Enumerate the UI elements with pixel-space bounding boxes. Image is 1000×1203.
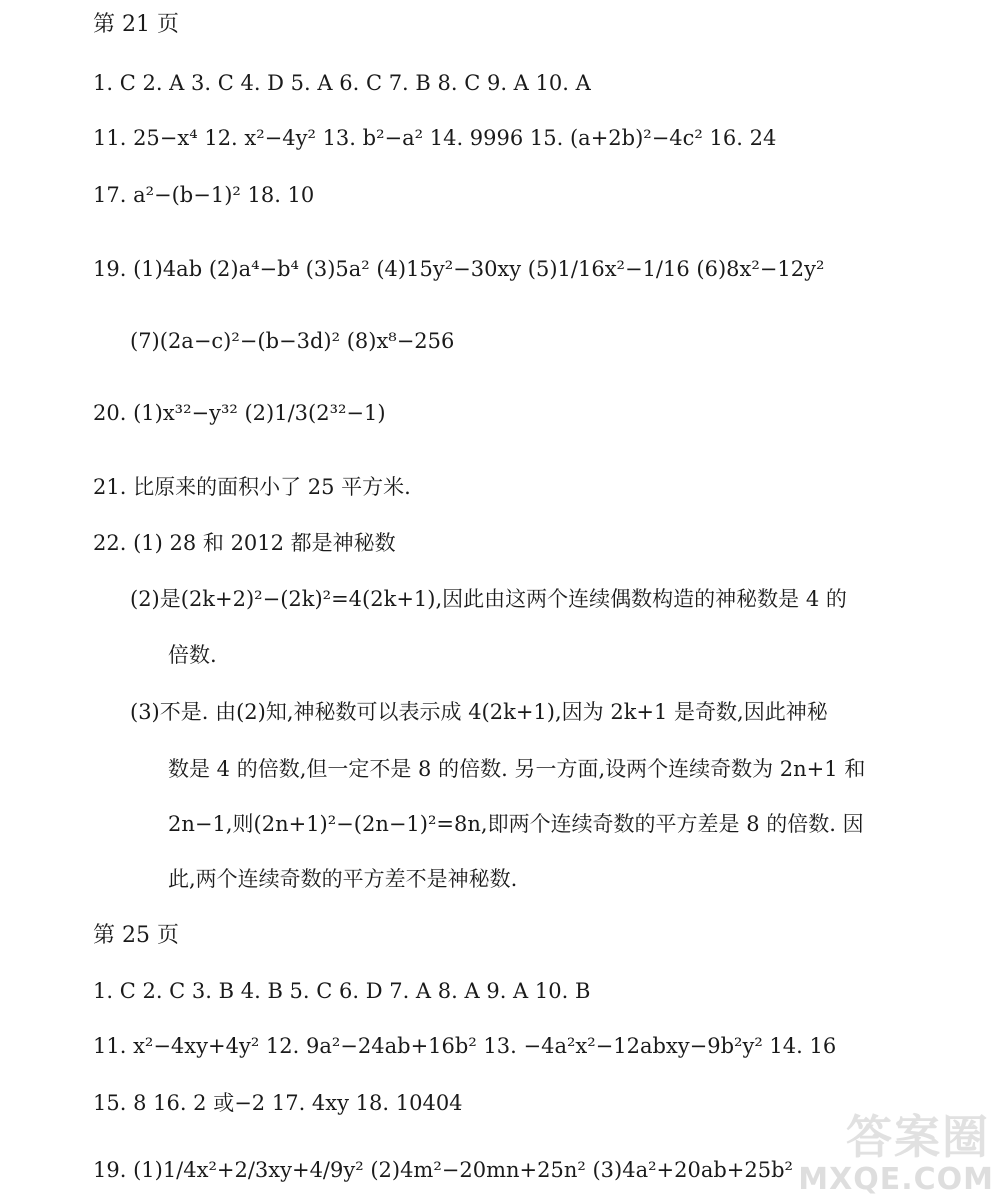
answer-line: 21. 比原来的面积小了 25 平方米. (93, 475, 411, 499)
answer-line: 17. a²−(b−1)² 18. 10 (93, 183, 315, 207)
answer-line: 倍数. (168, 643, 217, 667)
answer-line: 19. (1)4ab (2)a⁴−b⁴ (3)5a² (4)15y²−30xy (5)1/16x²−1/16 (6)8x²−12y² (93, 257, 825, 281)
answer-line: (2)是(2k+2)²−(2k)²=4(2k+1),因此由这两个连续偶数构造的神秘数是 4 的 (130, 587, 847, 611)
answer-line: 15. 8 16. 2 或−2 17. 4xy 18. 10404 (93, 1091, 463, 1115)
answer-line: 此,两个连续奇数的平方差不是神秘数. (168, 867, 518, 891)
watermark-url: MXQE.COM (798, 1162, 994, 1197)
watermark-text: 答案圈 (846, 1110, 990, 1164)
answer-line: 20. (1)x³²−y³² (2)1/3(2³²−1) (93, 401, 386, 425)
answer-line: (7)(2a−c)²−(b−3d)² (8)x⁸−256 (130, 329, 455, 353)
answer-line: (3)不是. 由(2)知,神秘数可以表示成 4(2k+1),因为 2k+1 是奇数,因此神秘 (130, 700, 828, 724)
answer-line: 1. C 2. A 3. C 4. D 5. A 6. C 7. B 8. C 9. A 10. A (93, 71, 591, 95)
answer-line: 2n−1,则(2n+1)²−(2n−1)²=8n,即两个连续奇数的平方差是 8 的倍数. 因 (168, 812, 864, 836)
answer-line: 11. x²−4xy+4y² 12. 9a²−24ab+16b² 13. −4a²x²−12abxy−9b²y² 14. 16 (93, 1034, 837, 1058)
watermark-logo (798, 1101, 994, 1197)
answer-line: 19. (1)1/4x²+2/3xy+4/9y² (2)4m²−20mn+25n² (3)4a²+20ab+25b² (93, 1158, 793, 1182)
answer-line: 11. 25−x⁴ 12. x²−4y² 13. b²−a² 14. 9996 15. (a+2b)²−4c² 16. 24 (93, 126, 777, 150)
answer-line: 数是 4 的倍数,但一定不是 8 的倍数. 另一方面,设两个连续奇数为 2n+1 和 (168, 757, 866, 781)
page-heading-21: 第 21 页 (93, 12, 179, 37)
answer-line: 1. C 2. C 3. B 4. B 5. C 6. D 7. A 8. A 9. A 10. B (93, 979, 591, 1003)
page-heading-25: 第 25 页 (93, 923, 179, 948)
answer-line: 22. (1) 28 和 2012 都是神秘数 (93, 531, 396, 555)
